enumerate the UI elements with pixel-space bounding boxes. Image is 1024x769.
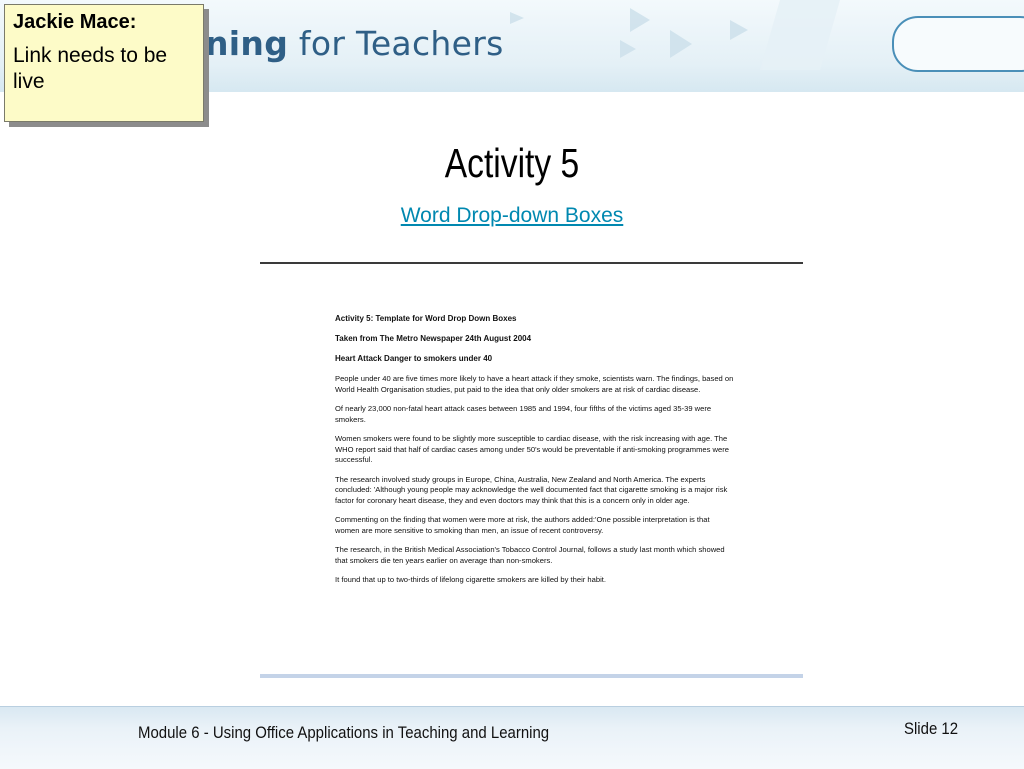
comment-author: Jackie Mace: (13, 11, 137, 33)
document-heading-1: Activity 5: Template for Word Drop Down Boxes (335, 314, 517, 323)
header-title-rest: for Teachers (288, 24, 504, 63)
document-paragraph: Women smokers were found to be slightly more susceptible to cardiac disease, with the risk increasing with age. The WHO report said that half of cardiac cases among under 50's would be preventable if anti-smoking programmes were successful. (335, 434, 729, 464)
header-title (205, 24, 504, 63)
header-title-bold: ning (205, 24, 289, 63)
document-paragraph: The research, in the British Medical Association's Tobacco Control Journal, follows a study last month which showed that smokers die ten years earlier on average than non-smokers. (335, 545, 725, 565)
decorative-arrows-icon (490, 0, 890, 92)
document-content (335, 314, 735, 595)
footer-module-text: Module 6 - Using Office Applications in Teaching and Learning (138, 723, 550, 742)
document-bottom-border (260, 674, 803, 678)
document-paragraph: It found that up to two-thirds of lifelong cigarette smokers are killed by their habit. (335, 575, 606, 584)
embedded-document (260, 264, 803, 674)
document-heading-2: Taken from The Metro Newspaper 24th August 2004 (335, 334, 532, 343)
document-paragraph: Commenting on the finding that women were more at risk, the authors added:'One possible interpretation is that women are more sensitive to smoking than men, an issue of recent controversy. (335, 515, 710, 535)
document-paragraph: Of nearly 23,000 non-fatal heart attack cases between 1985 and 1994, four fifths of the victims aged 35-39 were smokers. (335, 404, 712, 424)
comment-text: Link needs to be live (13, 44, 168, 93)
document-paragraph: People under 40 are five times more likely to have a heart attack if they smoke, scientists warn. The findings, based on World Health Organisation studies, put paid to the idea that only older smokers are at risk of cardiac disease. (335, 374, 734, 394)
document-heading-3: Heart Attack Danger to smokers under 40 (335, 354, 493, 363)
slide-title: Activity 5 (444, 140, 580, 186)
comment-note[interactable] (4, 4, 204, 122)
document-paragraph: The research involved study groups in Europe, China, Australia, New Zealand and North America. The experts concluded: 'Although young people may acknowledge the well documented fact that cigarette smoking is a major risk factor for coronary heart disease, they and even doctors may think that this is a concern only in older age. (335, 474, 728, 505)
header-pill-shape (892, 16, 1024, 72)
slide-number: Slide 12 (904, 719, 959, 738)
footer-bar (0, 706, 1024, 769)
word-dropdown-link[interactable]: Word Drop-down Boxes (400, 204, 624, 227)
